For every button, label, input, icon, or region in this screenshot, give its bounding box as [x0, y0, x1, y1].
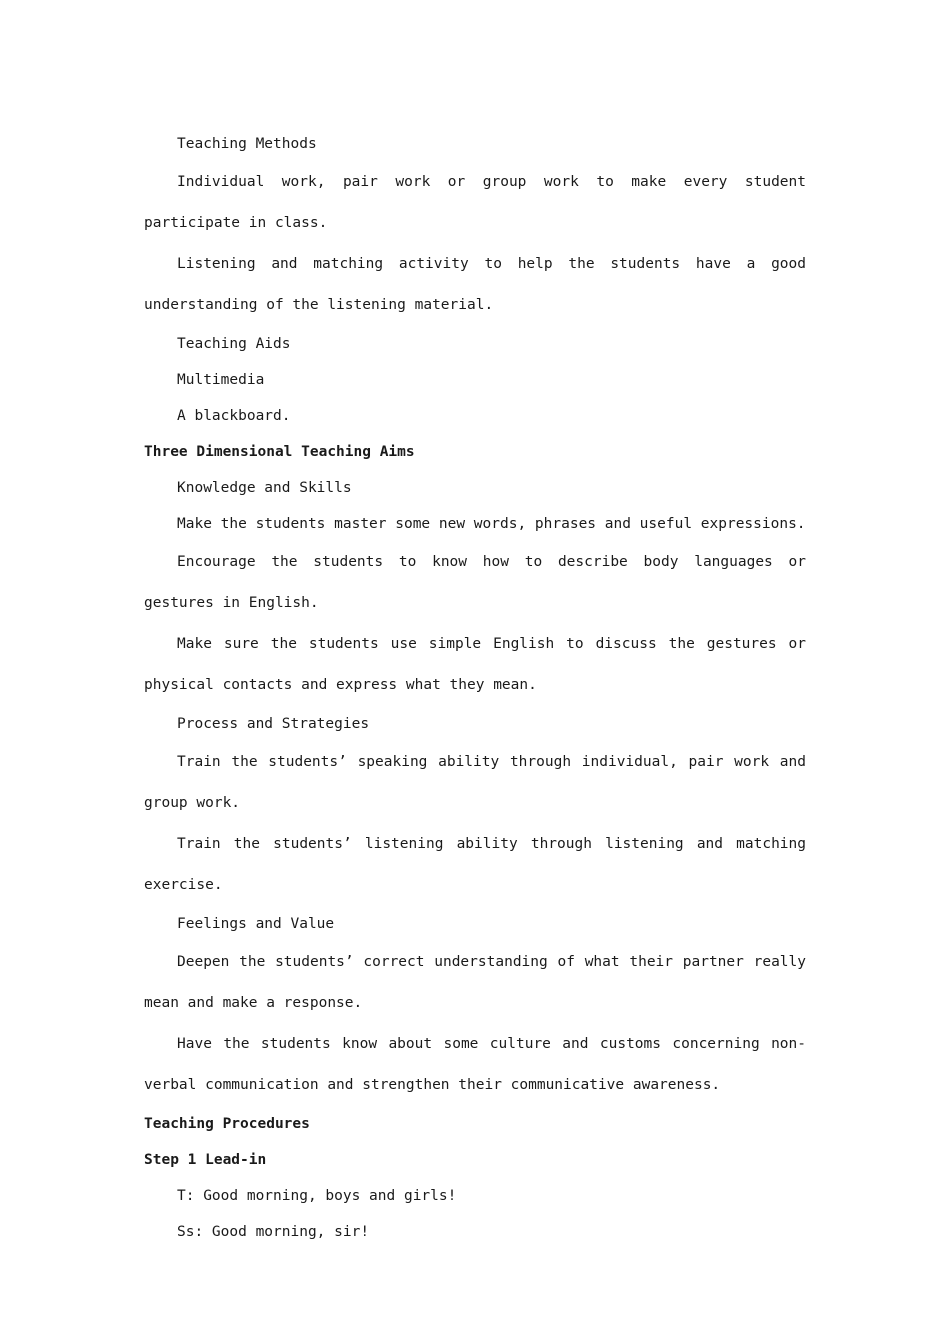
teaching-aids-heading: Teaching Aids — [177, 336, 291, 352]
dialogue-students-line: Ss: Good morning, sir! — [177, 1224, 370, 1240]
teaching-methods-paragraph-1: Individual work, pair work or group work to make every student participate in class. — [144, 174, 806, 231]
teaching-aids-item-2: A blackboard. — [177, 408, 291, 424]
teaching-methods-paragraph-2: Listening and matching activity to help the students have a good understanding of the listening material. — [144, 256, 806, 313]
step-1-heading: Step 1 Lead-in — [144, 1152, 267, 1168]
process-strategies-heading: Process and Strategies — [177, 716, 370, 732]
three-dimensional-aims-heading: Three Dimensional Teaching Aims — [144, 444, 415, 460]
teaching-methods-heading: Teaching Methods — [177, 136, 317, 152]
teaching-procedures-heading: Teaching Procedures — [144, 1116, 310, 1132]
feelings-paragraph-1: Deepen the students’ correct understanding of what their partner really mean and make a response. — [144, 954, 806, 1011]
knowledge-paragraph-2: Encourage the students to know how to describe body languages or gestures in English. — [144, 554, 806, 611]
knowledge-skills-heading: Knowledge and Skills — [177, 480, 352, 496]
dialogue-teacher-line: T: Good morning, boys and girls! — [177, 1188, 457, 1204]
feelings-value-heading: Feelings and Value — [177, 916, 335, 932]
knowledge-paragraph-3: Make sure the students use simple English to discuss the gestures or physical contacts and express what they mean. — [144, 636, 806, 693]
document-page — [144, 126, 806, 1250]
process-paragraph-1: Train the students’ speaking ability through individual, pair work and group work. — [144, 754, 806, 811]
teaching-aids-item-1: Multimedia — [177, 372, 265, 388]
process-paragraph-2: Train the students’ listening ability through listening and matching exercise. — [144, 836, 806, 893]
feelings-paragraph-2: Have the students know about some culture and customs concerning non-verbal communication and strengthen their communicative awareness. — [144, 1036, 806, 1093]
knowledge-paragraph-1: Make the students master some new words, phrases and useful expressions. — [177, 516, 806, 532]
